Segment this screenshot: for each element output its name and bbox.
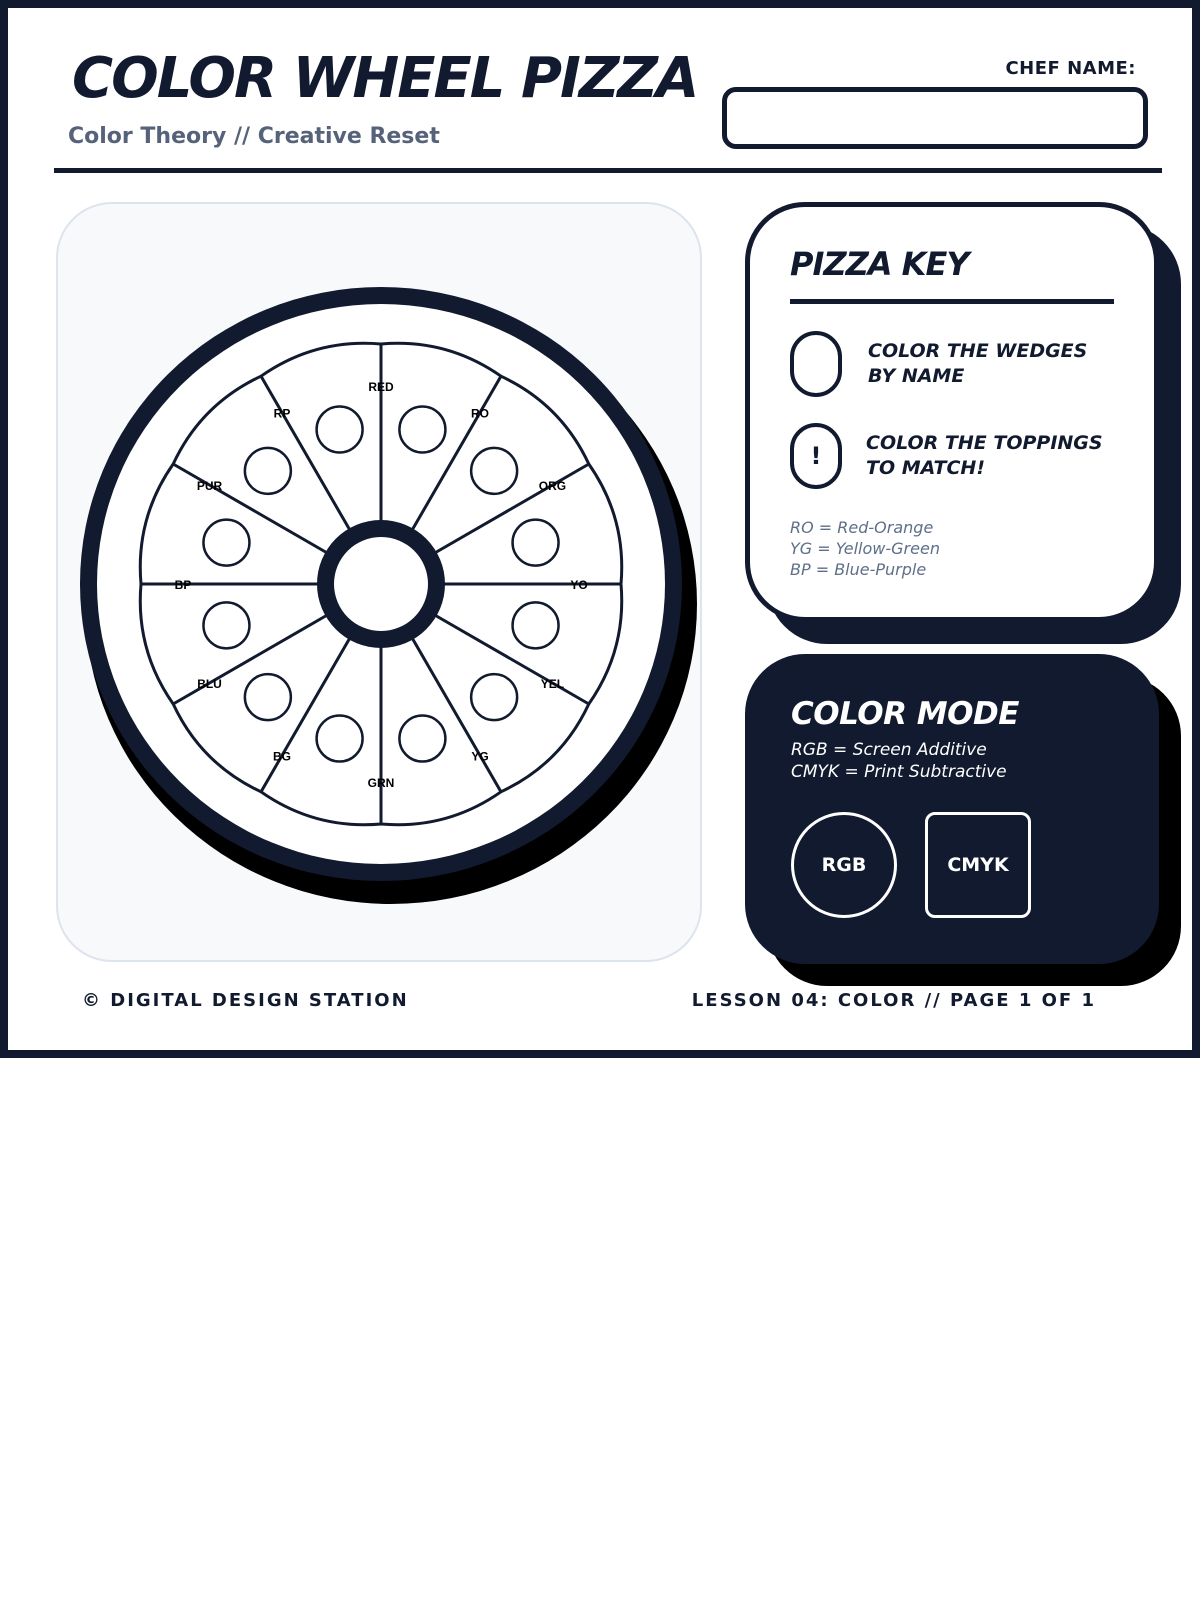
topping-circle (513, 602, 559, 648)
wedge-label: YG (471, 749, 489, 764)
footer-credit: © DIGITAL DESIGN STATION (82, 990, 409, 1011)
abbrev-blue-purple: BP = Blue-Purple (790, 560, 927, 579)
pizza-key-title: PIZZA KEY (790, 245, 969, 283)
instruction-toppings-line-2: TO MATCH! (866, 457, 985, 479)
pizza-key-divider (790, 299, 1114, 304)
topping-circle (471, 448, 517, 494)
instruction-wedges-line-1: COLOR THE WEDGES (868, 340, 1088, 362)
color-mode-title: COLOR MODE (791, 696, 1019, 732)
wedge-label: YO (570, 578, 588, 592)
wedge-label: RP (273, 406, 291, 421)
abbrev-yellow-green: YG = Yellow-Green (790, 539, 940, 558)
instruction-wedges (868, 339, 1087, 389)
topping-circle (245, 448, 291, 494)
topping-circle (399, 406, 445, 452)
instruction-toppings (866, 431, 1103, 481)
pizza-panel (56, 202, 702, 962)
topping-circle (317, 406, 363, 452)
page-subtitle: Color Theory // Creative Reset (68, 124, 440, 149)
page-title: COLOR WHEEL PIZZA (72, 46, 698, 111)
exclamation-icon: ! (790, 423, 842, 489)
rgb-description: RGB = Screen Additive (791, 740, 987, 760)
topping-circle (245, 674, 291, 720)
cmyk-description: CMYK = Print Subtractive (791, 762, 1007, 782)
topping-circle (203, 602, 249, 648)
wedge-label: BLU (197, 677, 222, 691)
color-mode-card (745, 654, 1159, 964)
wedge-label: PUR (196, 479, 223, 493)
wedge-label: ORG (538, 479, 567, 493)
instruction-toppings-line-1: COLOR THE TOPPINGS (866, 432, 1103, 454)
rgb-button[interactable]: RGB (791, 812, 897, 918)
wedge-label: GRN (367, 776, 395, 790)
pizza-wheel (58, 204, 704, 964)
abbrev-red-orange: RO = Red-Orange (790, 518, 934, 537)
center-ring-inner (334, 537, 428, 631)
topping-circle (399, 716, 445, 762)
wedge-label: RED (368, 380, 394, 394)
topping-circle (471, 674, 517, 720)
topping-circle (317, 716, 363, 762)
instruction-wedges-line-2: BY NAME (868, 365, 965, 387)
pizza-key-card (745, 202, 1159, 622)
footer-lesson-info: LESSON 04: COLOR // PAGE 1 OF 1 (691, 990, 1096, 1011)
chef-name-input[interactable] (722, 87, 1148, 149)
chef-name-label: CHEF NAME: (1005, 58, 1136, 79)
wedge-swatch-icon (790, 331, 842, 397)
wedge-label: BG (273, 749, 291, 764)
wedge-label: BP (174, 578, 192, 592)
topping-circle (203, 520, 249, 566)
wedge-label: YEL (540, 677, 565, 691)
wedge-label: RO (471, 406, 489, 421)
topping-circle (513, 520, 559, 566)
cmyk-button[interactable]: CMYK (925, 812, 1031, 918)
header-divider (54, 168, 1162, 173)
abbreviation-list (790, 517, 940, 580)
